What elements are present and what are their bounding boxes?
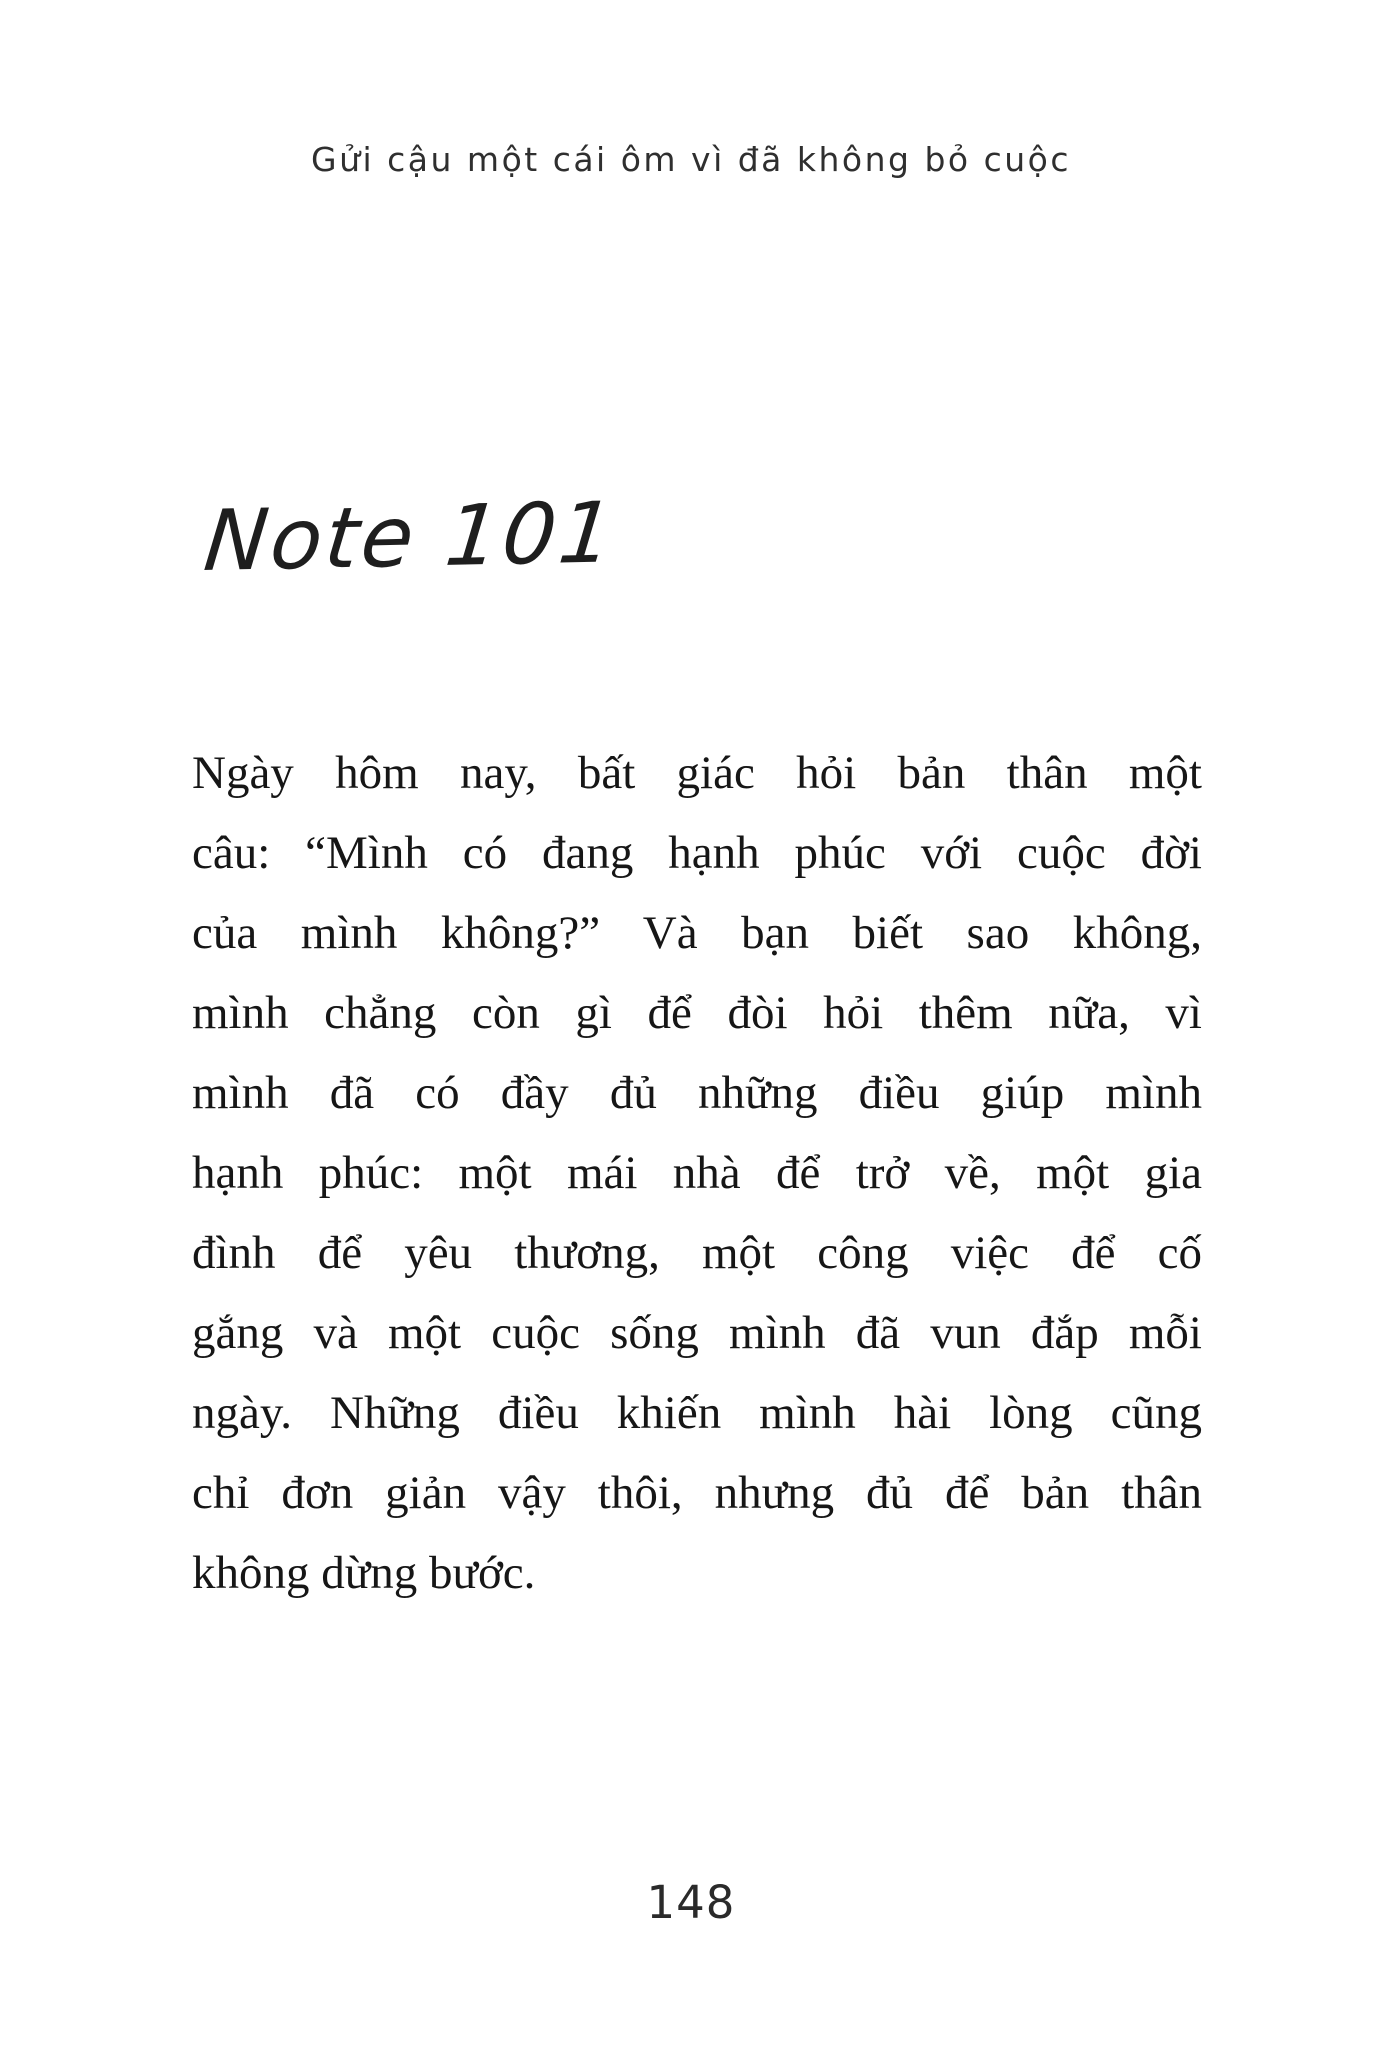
paragraph-line: mình đã có đầy đủ những điều giúp mình — [192, 1067, 1202, 1119]
paragraph-line: chỉ đơn giản vậy thôi, nhưng đủ để bản thân — [192, 1467, 1202, 1519]
paragraph-line: hạnh phúc: một mái nhà để trở về, một gia — [192, 1147, 1202, 1199]
paragraph-line: câu: “Mình có đang hạnh phúc với cuộc đời — [192, 827, 1202, 879]
paragraph-line: mình chẳng còn gì để đòi hỏi thêm nữa, vì — [192, 987, 1202, 1039]
page-number: 148 — [646, 1876, 736, 1929]
body-paragraph — [192, 733, 1202, 1613]
paragraph-line: gắng và một cuộc sống mình đã vun đắp mỗi — [192, 1307, 1202, 1359]
paragraph-line: ngày. Những điều khiến mình hài lòng cũng — [192, 1387, 1202, 1439]
running-header-title: Gửi cậu một cái ôm vì đã không bỏ cuộc — [311, 140, 1071, 179]
note-heading: Note 101 — [200, 483, 621, 590]
paragraph-line: Ngày hôm nay, bất giác hỏi bản thân một — [192, 747, 1202, 799]
paragraph-line: của mình không?” Và bạn biết sao không, — [192, 907, 1202, 959]
paragraph-line: đình để yêu thương, một công việc để cố — [192, 1227, 1202, 1279]
paragraph-line: không dừng bước. — [192, 1547, 536, 1599]
